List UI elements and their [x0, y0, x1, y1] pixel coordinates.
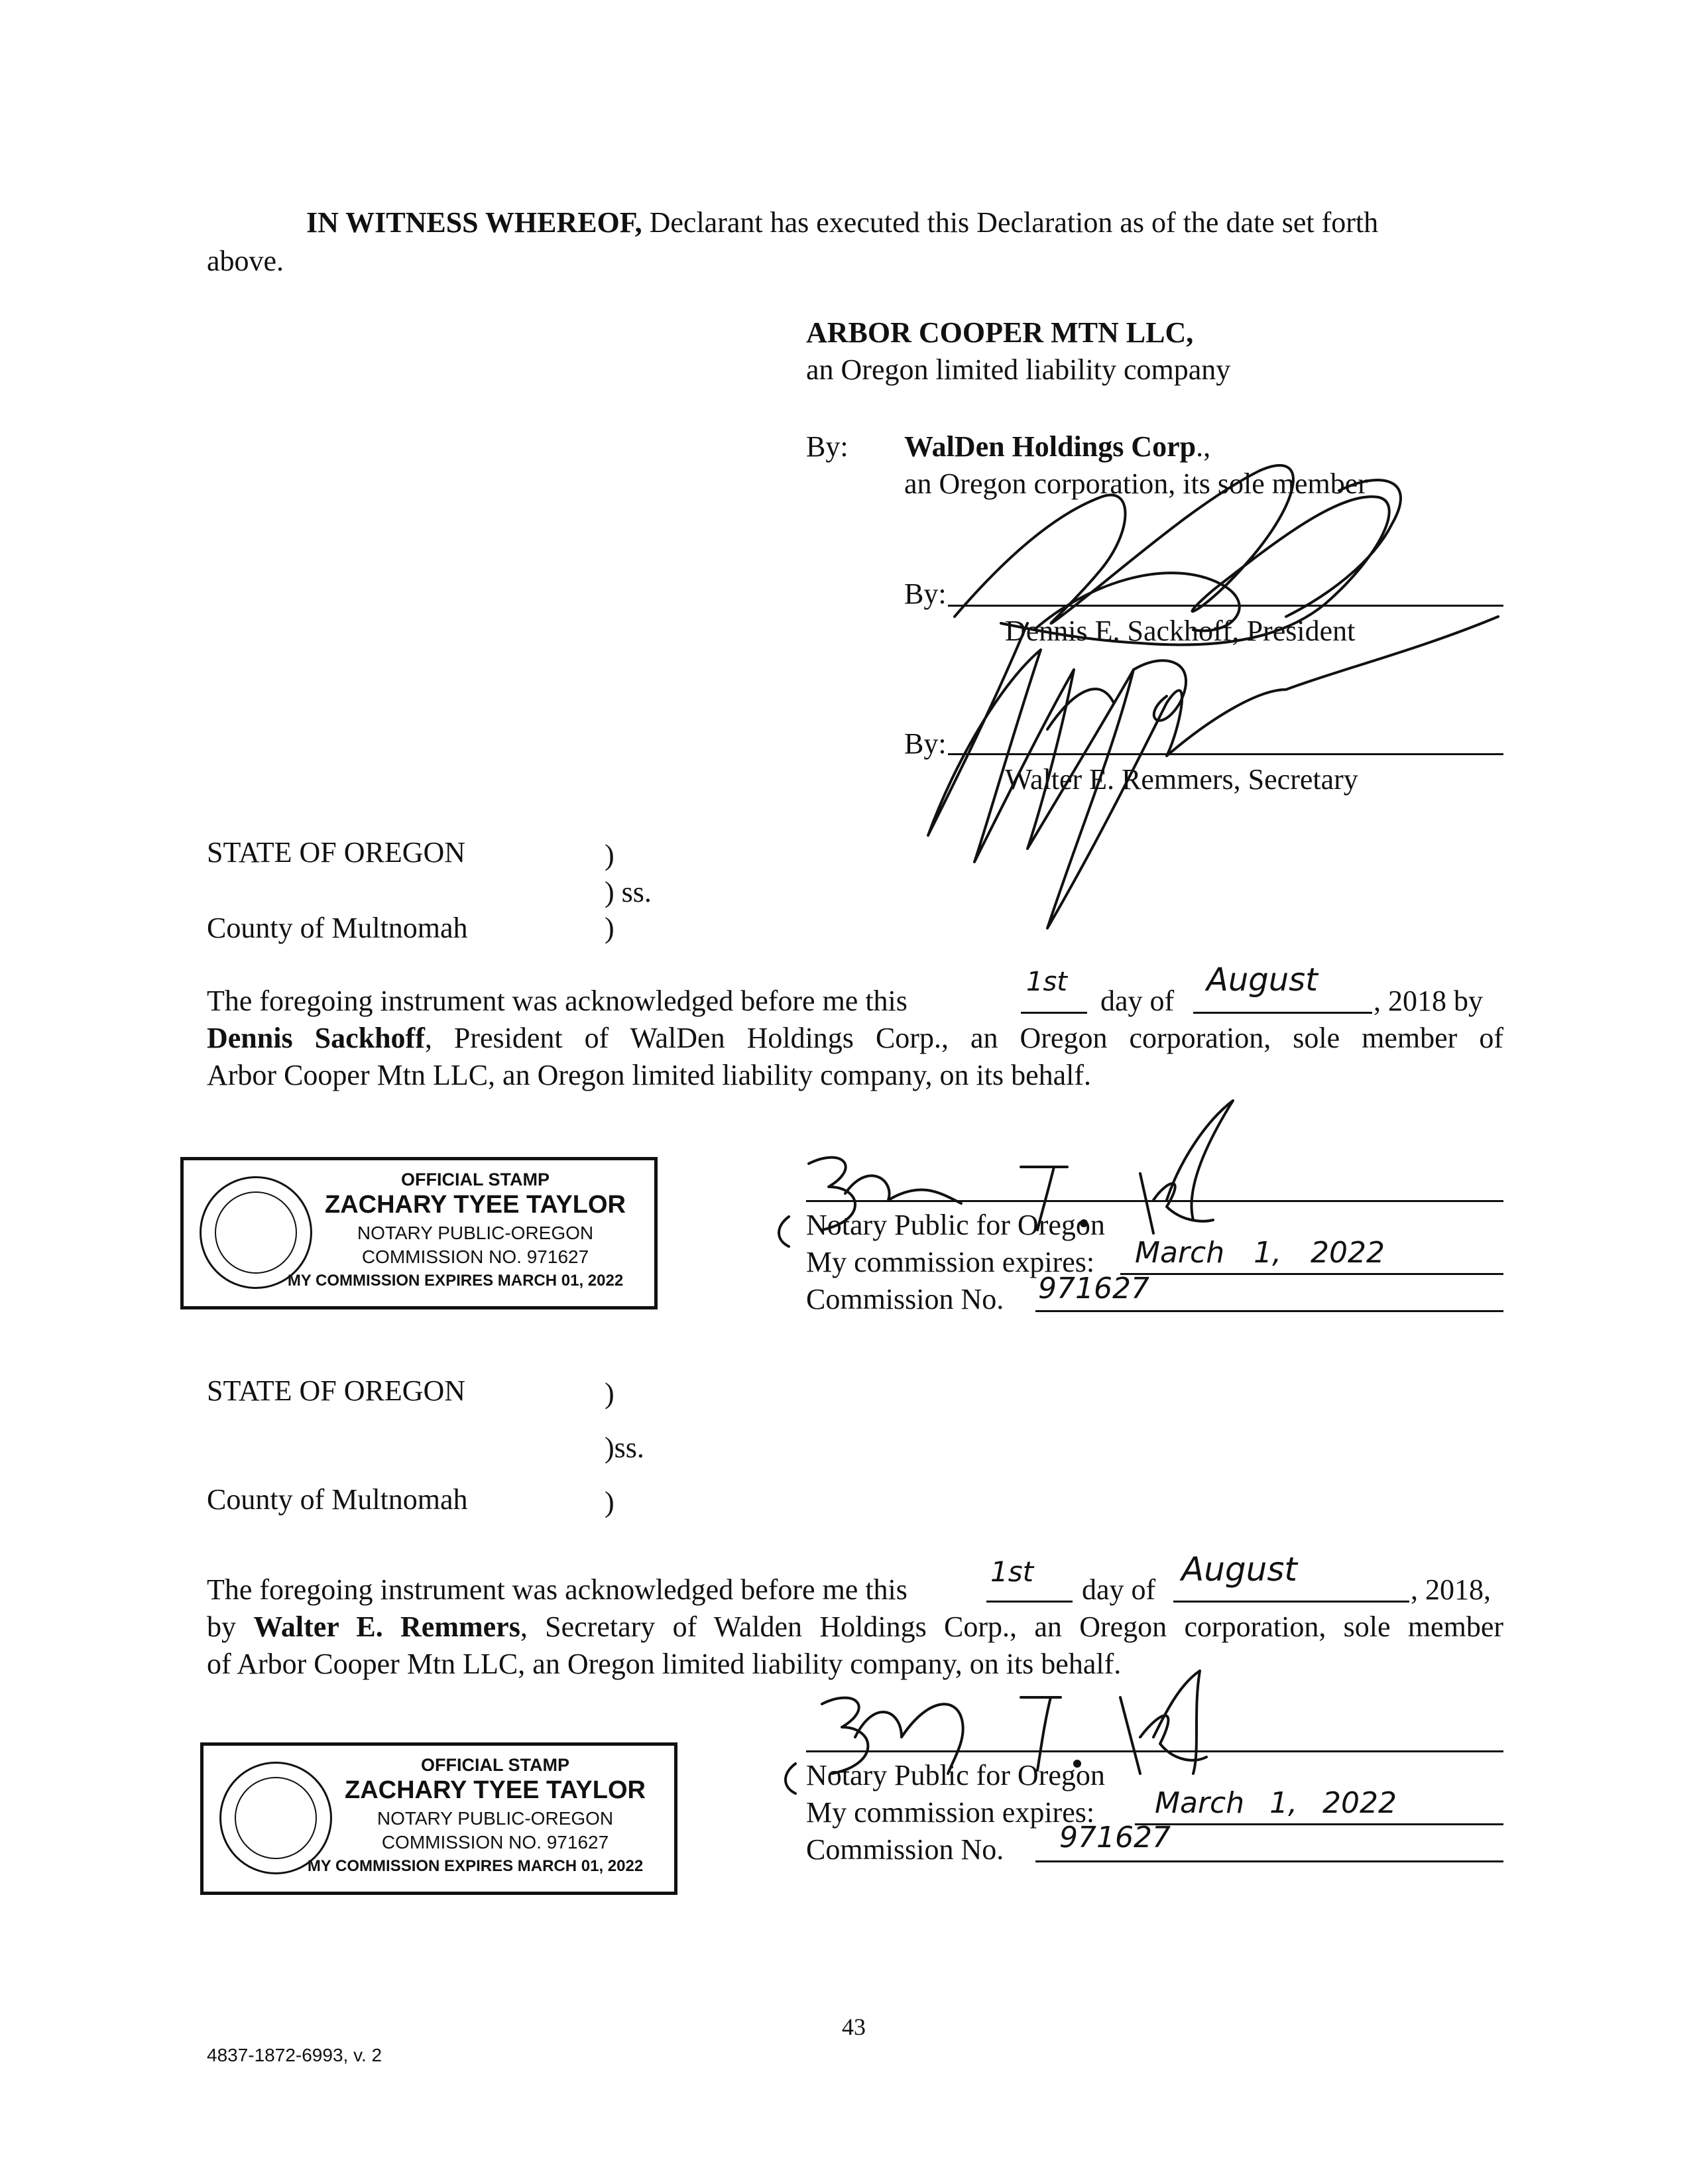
notary2-expires-handwritten: March 1, 2022: [1155, 1786, 1397, 1820]
witness-line2: above.: [207, 245, 284, 277]
member-name: WalDen Holdings Corp: [904, 430, 1197, 463]
notary1-stamp-name: ZACHARY TYEE TAYLOR: [325, 1191, 626, 1219]
notary2-state: STATE OF OREGON: [207, 1374, 466, 1407]
company-description: an Oregon limited liability company: [806, 353, 1231, 386]
notary1-ack-before: The foregoing instrument was acknowledged before me this: [207, 985, 907, 1017]
notary2-expires-label: My commission expires:: [806, 1796, 1095, 1829]
notary2-stamp-commission: COMMISSION NO. 971627: [381, 1832, 609, 1852]
notary1-ack-line1: [207, 984, 907, 1018]
notary2-commission-label: Commission No.: [806, 1833, 1004, 1866]
signatory1-by: By:: [904, 577, 947, 610]
notary1-expires-label: My commission expires:: [806, 1246, 1095, 1278]
notary2-county: County of Multnomah: [207, 1483, 468, 1516]
notary2-stamp-role: NOTARY PUBLIC-OREGON: [377, 1808, 614, 1829]
notary1-stamp-expires: MY COMMISSION EXPIRES MARCH 01, 2022: [287, 1272, 624, 1290]
officer-signatures: [915, 451, 1511, 941]
notary1-signature-label: Notary Public for Oregon: [806, 1209, 1105, 1241]
notary2-line2-by: by: [207, 1610, 254, 1643]
notary1-line2-rest: , President of WalDen Holdings Corp., an Oregon corporation, sole member of: [424, 1022, 1503, 1054]
document-id: 4837-1872-6993, v. 2: [207, 2045, 382, 2065]
notary1-ss: ) ss.: [605, 876, 652, 908]
witness-lead: IN WITNESS WHEREOF,: [306, 206, 642, 239]
notary2-signature-line: [806, 1750, 1503, 1752]
notary1-month-handwritten: August: [1206, 961, 1318, 999]
notary2-month-line: [1173, 1601, 1409, 1603]
notary1-expires-line: [1120, 1273, 1503, 1275]
signatory2-by: By:: [904, 727, 947, 760]
page-number: 43: [842, 2014, 866, 2040]
signatory2-name: Walter E. Remmers, Secretary: [1005, 763, 1358, 796]
notary2-month-handwritten: August: [1181, 1550, 1297, 1589]
notary2-commission-handwritten: 971627: [1059, 1821, 1171, 1854]
notary1-day-of: day of: [1100, 985, 1175, 1017]
notary1-stamp-title: OFFICIAL STAMP: [401, 1170, 550, 1189]
notary1-day-line: [1021, 1012, 1087, 1014]
president-signature: [955, 465, 1389, 645]
notary1-expires-handwritten: March 1, 2022: [1135, 1236, 1385, 1270]
witness-line1: [306, 206, 1378, 240]
notary1-commission-label: Commission No.: [806, 1283, 1004, 1315]
notary1-stamp-role: NOTARY PUBLIC-OREGON: [357, 1223, 594, 1243]
member-name-tail: .,: [1196, 430, 1211, 463]
notary2-paren1: ): [605, 1377, 614, 1410]
notary1-commission-handwritten: 971627: [1038, 1272, 1149, 1305]
by-label: By:: [806, 430, 848, 463]
notary1-ack-line3: Arbor Cooper Mtn LLC, an Oregon limited liability company, on its behalf.: [207, 1059, 1092, 1091]
notary2-day-handwritten: 1st: [990, 1555, 1034, 1588]
witness-rest: Declarant has executed this Declaration as of the date set forth: [642, 206, 1379, 239]
notary2-name: Walter E. Remmers: [253, 1610, 520, 1643]
notary2-stamp-name: ZACHARY TYEE TAYLOR: [345, 1776, 646, 1804]
notary2-signature-label: Notary Public for Oregon: [806, 1759, 1105, 1791]
notary2-ack-line2: [207, 1608, 1503, 1646]
notary2-ss: )ss.: [605, 1431, 644, 1464]
notary2-year: , 2018,: [1411, 1573, 1491, 1606]
notary2-commission-line: [1035, 1860, 1503, 1862]
notary1-state: STATE OF OREGON: [207, 836, 466, 869]
notary1-stamp-commission: COMMISSION NO. 971627: [361, 1246, 589, 1267]
company-name: ARBOR COOPER MTN LLC,: [806, 316, 1194, 349]
notary1-ack-line2: [207, 1020, 1503, 1057]
notary2-ack-line3: of Arbor Cooper Mtn LLC, an Oregon limited liability company, on its behalf.: [207, 1648, 1122, 1680]
notary2-expires-line: [1135, 1823, 1503, 1825]
notary1-year: , 2018 by: [1374, 985, 1483, 1017]
notary2-day-line: [986, 1601, 1073, 1603]
notary2-paren3: ): [605, 1486, 614, 1518]
signatory1-name: Dennis E. Sackhoff, President: [1005, 615, 1356, 647]
notary1-name: Dennis Sackhoff: [207, 1022, 425, 1054]
notary1-commission-line: [1035, 1310, 1503, 1312]
notary2-line2-rest: , Secretary of Walden Holdings Corp., an Oregon corporation, sole member: [520, 1610, 1503, 1643]
notary2-ack-before: The foregoing instrument was acknowledged before me this: [207, 1573, 907, 1606]
notary1-paren1: ): [605, 839, 614, 871]
notary1-month-line: [1193, 1012, 1372, 1014]
notary2-day-of: day of: [1082, 1573, 1156, 1606]
notary1-signature-line: [806, 1200, 1503, 1202]
notary2-official-stamp: [200, 1742, 677, 1895]
notary2-stamp-title: OFFICIAL STAMP: [421, 1755, 569, 1775]
notary2-stamp-expires: MY COMMISSION EXPIRES MARCH 01, 2022: [307, 1857, 644, 1875]
notary1-official-stamp: [180, 1157, 658, 1309]
notary1-day-handwritten: 1st: [1026, 967, 1067, 997]
notary2-ack-line1: [207, 1573, 907, 1607]
member-description: an Oregon corporation, its sole member: [904, 467, 1368, 500]
secretary-signature: [928, 617, 1498, 928]
notary1-paren3: ): [605, 912, 614, 944]
notary1-county: County of Multnomah: [207, 912, 468, 944]
